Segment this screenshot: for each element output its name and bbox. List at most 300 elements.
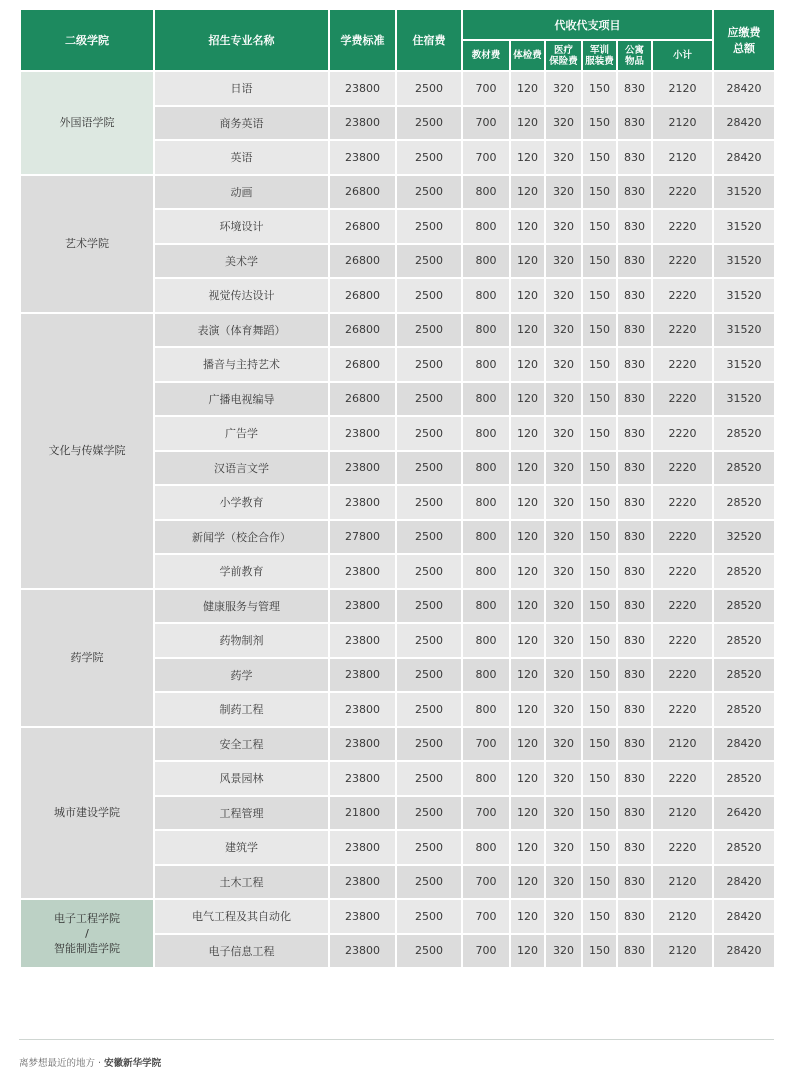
- books-cell: 700: [462, 934, 510, 969]
- tuition-cell: 23800: [329, 830, 396, 865]
- subtotal-cell: 2220: [652, 761, 713, 796]
- major-cell: 小学教育: [154, 485, 329, 520]
- college-name: 艺术学院: [65, 237, 109, 250]
- dorm-cell: 2500: [396, 623, 462, 658]
- college-name: 药学院: [70, 651, 104, 664]
- major-cell: 日语: [154, 71, 329, 106]
- books-cell: 800: [462, 244, 510, 279]
- physical-cell: 120: [510, 106, 545, 141]
- books-cell: 800: [462, 175, 510, 210]
- tuition-cell: 23800: [329, 934, 396, 969]
- table-header: [20, 9, 775, 71]
- subtotal-cell: 2220: [652, 623, 713, 658]
- header-apartment-line1: 公寓: [624, 44, 644, 56]
- medical-cell: 320: [545, 589, 582, 624]
- apartment-cell: 830: [617, 382, 652, 417]
- major-cell: 风景园林: [154, 761, 329, 796]
- header-tuition: 学费标准: [329, 9, 396, 71]
- college-name: 外国语学院: [59, 116, 115, 130]
- dorm-cell: 2500: [396, 106, 462, 141]
- physical-cell: 120: [510, 209, 545, 244]
- medical-cell: 320: [545, 416, 582, 451]
- table-row: [20, 71, 775, 106]
- medical-cell: 320: [545, 520, 582, 555]
- dorm-cell: 2500: [396, 175, 462, 210]
- physical-cell: 120: [510, 796, 545, 831]
- major-cell: 电子信息工程: [154, 934, 329, 969]
- books-cell: 800: [462, 347, 510, 382]
- apartment-cell: 830: [617, 554, 652, 589]
- military-cell: 150: [582, 209, 617, 244]
- tuition-cell: 23800: [329, 623, 396, 658]
- medical-cell: 320: [545, 209, 582, 244]
- dorm-cell: 2500: [396, 451, 462, 486]
- physical-cell: 120: [510, 520, 545, 555]
- medical-cell: 320: [545, 485, 582, 520]
- total-cell: 31520: [713, 382, 775, 417]
- total-cell: 28420: [713, 106, 775, 141]
- physical-cell: 120: [510, 175, 545, 210]
- header-total: [713, 9, 775, 71]
- subtotal-cell: 2220: [652, 451, 713, 486]
- major-cell: 美术学: [154, 244, 329, 279]
- physical-cell: 120: [510, 899, 545, 934]
- dorm-cell: 2500: [396, 692, 462, 727]
- table-row: [20, 589, 775, 624]
- medical-cell: 320: [545, 692, 582, 727]
- military-cell: 150: [582, 244, 617, 279]
- medical-cell: 320: [545, 244, 582, 279]
- tuition-cell: 23800: [329, 761, 396, 796]
- tuition-cell: 23800: [329, 692, 396, 727]
- header-physical: 体检费: [510, 40, 545, 71]
- total-cell: 28520: [713, 554, 775, 589]
- apartment-cell: 830: [617, 520, 652, 555]
- physical-cell: 120: [510, 244, 545, 279]
- physical-cell: 120: [510, 416, 545, 451]
- subtotal-cell: 2120: [652, 71, 713, 106]
- physical-cell: 120: [510, 382, 545, 417]
- books-cell: 700: [462, 106, 510, 141]
- medical-cell: 320: [545, 899, 582, 934]
- major-cell: 汉语言文学: [154, 451, 329, 486]
- major-cell: 播音与主持艺术: [154, 347, 329, 382]
- major-cell: 安全工程: [154, 727, 329, 762]
- subtotal-cell: 2220: [652, 416, 713, 451]
- major-cell: 广播电视编导: [154, 382, 329, 417]
- military-cell: 150: [582, 106, 617, 141]
- military-cell: 150: [582, 865, 617, 900]
- dorm-cell: 2500: [396, 830, 462, 865]
- table-row: [20, 313, 775, 348]
- military-cell: 150: [582, 175, 617, 210]
- physical-cell: 120: [510, 554, 545, 589]
- dorm-cell: 2500: [396, 71, 462, 106]
- military-cell: 150: [582, 899, 617, 934]
- books-cell: 700: [462, 899, 510, 934]
- military-cell: 150: [582, 796, 617, 831]
- dorm-cell: 2500: [396, 761, 462, 796]
- subtotal-cell: 2120: [652, 865, 713, 900]
- apartment-cell: 830: [617, 658, 652, 693]
- total-cell: 28420: [713, 934, 775, 969]
- fee-table: [19, 8, 776, 969]
- dorm-cell: 2500: [396, 658, 462, 693]
- dorm-cell: 2500: [396, 520, 462, 555]
- physical-cell: 120: [510, 451, 545, 486]
- dorm-cell: 2500: [396, 899, 462, 934]
- major-cell: 新闻学（校企合作）: [154, 520, 329, 555]
- military-cell: 150: [582, 416, 617, 451]
- major-cell: 工程管理: [154, 796, 329, 831]
- college-name-separator: /: [85, 927, 89, 940]
- college-name: 文化与传媒学院: [48, 444, 126, 457]
- physical-cell: 120: [510, 658, 545, 693]
- physical-cell: 120: [510, 71, 545, 106]
- books-cell: 800: [462, 313, 510, 348]
- books-cell: 700: [462, 865, 510, 900]
- books-cell: 800: [462, 761, 510, 796]
- physical-cell: 120: [510, 589, 545, 624]
- medical-cell: 320: [545, 451, 582, 486]
- books-cell: 800: [462, 416, 510, 451]
- medical-cell: 320: [545, 140, 582, 175]
- total-cell: 28520: [713, 658, 775, 693]
- medical-cell: 320: [545, 175, 582, 210]
- tuition-cell: 26800: [329, 175, 396, 210]
- total-cell: 28520: [713, 692, 775, 727]
- physical-cell: 120: [510, 830, 545, 865]
- major-cell: 药学: [154, 658, 329, 693]
- apartment-cell: 830: [617, 692, 652, 727]
- apartment-cell: 830: [617, 451, 652, 486]
- military-cell: 150: [582, 727, 617, 762]
- major-cell: 土木工程: [154, 865, 329, 900]
- tuition-cell: 23800: [329, 485, 396, 520]
- military-cell: 150: [582, 761, 617, 796]
- total-cell: 28420: [713, 140, 775, 175]
- apartment-cell: 830: [617, 313, 652, 348]
- apartment-cell: 830: [617, 175, 652, 210]
- header-total-line1: 应缴费: [727, 26, 761, 39]
- books-cell: 700: [462, 140, 510, 175]
- subtotal-cell: 2120: [652, 899, 713, 934]
- apartment-cell: 830: [617, 589, 652, 624]
- apartment-cell: 830: [617, 278, 652, 313]
- major-cell: 健康服务与管理: [154, 589, 329, 624]
- college-name: 城市建设学院: [54, 806, 120, 820]
- tuition-cell: 23800: [329, 71, 396, 106]
- total-cell: 28520: [713, 589, 775, 624]
- major-cell: 表演（体育舞蹈）: [154, 313, 329, 348]
- books-cell: 800: [462, 382, 510, 417]
- dorm-cell: 2500: [396, 244, 462, 279]
- total-cell: 31520: [713, 175, 775, 210]
- physical-cell: 120: [510, 278, 545, 313]
- medical-cell: 320: [545, 796, 582, 831]
- dorm-cell: 2500: [396, 589, 462, 624]
- tuition-cell: 26800: [329, 278, 396, 313]
- header-subtotal: 小计: [652, 40, 713, 71]
- books-cell: 800: [462, 692, 510, 727]
- tuition-cell: 23800: [329, 658, 396, 693]
- footer: [19, 1055, 161, 1069]
- total-cell: 28520: [713, 830, 775, 865]
- books-cell: 700: [462, 796, 510, 831]
- apartment-cell: 830: [617, 623, 652, 658]
- table-row: [20, 175, 775, 210]
- header-college: 二级学院: [20, 9, 154, 71]
- table-row: [20, 899, 775, 934]
- apartment-cell: 830: [617, 416, 652, 451]
- subtotal-cell: 2120: [652, 796, 713, 831]
- subtotal-cell: 2120: [652, 934, 713, 969]
- dorm-cell: 2500: [396, 554, 462, 589]
- books-cell: 800: [462, 278, 510, 313]
- books-cell: 800: [462, 658, 510, 693]
- subtotal-cell: 2220: [652, 485, 713, 520]
- dorm-cell: 2500: [396, 934, 462, 969]
- medical-cell: 320: [545, 865, 582, 900]
- subtotal-cell: 2220: [652, 589, 713, 624]
- tuition-cell: 27800: [329, 520, 396, 555]
- footer-slogan: 离梦想最近的地方: [19, 1058, 96, 1069]
- subtotal-cell: 2220: [652, 209, 713, 244]
- major-cell: 建筑学: [154, 830, 329, 865]
- tuition-cell: 26800: [329, 209, 396, 244]
- header-military: [582, 40, 617, 71]
- total-cell: 31520: [713, 313, 775, 348]
- subtotal-cell: 2220: [652, 175, 713, 210]
- medical-cell: 320: [545, 71, 582, 106]
- subtotal-cell: 2220: [652, 520, 713, 555]
- tuition-cell: 23800: [329, 106, 396, 141]
- medical-cell: 320: [545, 727, 582, 762]
- header-major: 招生专业名称: [154, 9, 329, 71]
- table-body: [20, 71, 775, 968]
- header-apartment: [617, 40, 652, 71]
- total-cell: 28520: [713, 623, 775, 658]
- books-cell: 800: [462, 520, 510, 555]
- dorm-cell: 2500: [396, 140, 462, 175]
- medical-cell: 320: [545, 313, 582, 348]
- subtotal-cell: 2220: [652, 244, 713, 279]
- dorm-cell: 2500: [396, 347, 462, 382]
- tuition-cell: 23800: [329, 451, 396, 486]
- total-cell: 31520: [713, 347, 775, 382]
- apartment-cell: 830: [617, 865, 652, 900]
- subtotal-cell: 2220: [652, 658, 713, 693]
- apartment-cell: 830: [617, 761, 652, 796]
- major-cell: 商务英语: [154, 106, 329, 141]
- medical-cell: 320: [545, 382, 582, 417]
- dorm-cell: 2500: [396, 727, 462, 762]
- college-cell: [20, 313, 154, 589]
- dorm-cell: 2500: [396, 278, 462, 313]
- header-medical-line1: 医疗: [553, 44, 573, 56]
- dorm-cell: 2500: [396, 209, 462, 244]
- total-cell: 31520: [713, 244, 775, 279]
- subtotal-cell: 2220: [652, 382, 713, 417]
- military-cell: 150: [582, 485, 617, 520]
- physical-cell: 120: [510, 623, 545, 658]
- medical-cell: 320: [545, 278, 582, 313]
- military-cell: 150: [582, 692, 617, 727]
- total-cell: 28420: [713, 899, 775, 934]
- physical-cell: 120: [510, 313, 545, 348]
- total-cell: 28520: [713, 416, 775, 451]
- major-cell: 视觉传达设计: [154, 278, 329, 313]
- subtotal-cell: 2220: [652, 830, 713, 865]
- major-cell: 英语: [154, 140, 329, 175]
- apartment-cell: 830: [617, 830, 652, 865]
- dorm-cell: 2500: [396, 485, 462, 520]
- subtotal-cell: 2120: [652, 140, 713, 175]
- military-cell: 150: [582, 830, 617, 865]
- physical-cell: 120: [510, 865, 545, 900]
- tuition-cell: 23800: [329, 589, 396, 624]
- table-row: [20, 727, 775, 762]
- apartment-cell: 830: [617, 485, 652, 520]
- subtotal-cell: 2220: [652, 313, 713, 348]
- books-cell: 800: [462, 485, 510, 520]
- apartment-cell: 830: [617, 899, 652, 934]
- tuition-cell: 23800: [329, 899, 396, 934]
- military-cell: 150: [582, 589, 617, 624]
- subtotal-cell: 2120: [652, 106, 713, 141]
- dorm-cell: 2500: [396, 796, 462, 831]
- college-cell: [20, 71, 154, 175]
- college-cell: [20, 589, 154, 727]
- military-cell: 150: [582, 313, 617, 348]
- total-cell: 28520: [713, 451, 775, 486]
- header-books: 教材费: [462, 40, 510, 71]
- total-cell: 31520: [713, 209, 775, 244]
- header-medical-line2: 保险费: [549, 55, 578, 67]
- apartment-cell: 830: [617, 727, 652, 762]
- major-cell: 电气工程及其自动化: [154, 899, 329, 934]
- physical-cell: 120: [510, 485, 545, 520]
- footer-dot: ·: [98, 1058, 102, 1069]
- tuition-cell: 23800: [329, 416, 396, 451]
- tuition-cell: 23800: [329, 554, 396, 589]
- major-cell: 广告学: [154, 416, 329, 451]
- tuition-cell: 26800: [329, 347, 396, 382]
- apartment-cell: 830: [617, 209, 652, 244]
- total-cell: 31520: [713, 278, 775, 313]
- major-cell: 制药工程: [154, 692, 329, 727]
- apartment-cell: 830: [617, 796, 652, 831]
- header-dorm: 住宿费: [396, 9, 462, 71]
- total-cell: 28420: [713, 865, 775, 900]
- books-cell: 700: [462, 727, 510, 762]
- medical-cell: 320: [545, 623, 582, 658]
- total-cell: 28420: [713, 727, 775, 762]
- header-military-line1: 军训: [589, 44, 609, 56]
- physical-cell: 120: [510, 140, 545, 175]
- military-cell: 150: [582, 140, 617, 175]
- major-cell: 药物制剂: [154, 623, 329, 658]
- physical-cell: 120: [510, 761, 545, 796]
- tuition-cell: 23800: [329, 140, 396, 175]
- military-cell: 150: [582, 658, 617, 693]
- college-name-line2: 智能制造学院: [54, 942, 120, 955]
- tuition-cell: 23800: [329, 865, 396, 900]
- military-cell: 150: [582, 382, 617, 417]
- college-cell: [20, 727, 154, 900]
- apartment-cell: 830: [617, 106, 652, 141]
- books-cell: 800: [462, 589, 510, 624]
- physical-cell: 120: [510, 727, 545, 762]
- tuition-cell: 21800: [329, 796, 396, 831]
- physical-cell: 120: [510, 692, 545, 727]
- tuition-cell: 23800: [329, 727, 396, 762]
- apartment-cell: 830: [617, 140, 652, 175]
- header-military-line2: 服装费: [585, 55, 614, 67]
- medical-cell: 320: [545, 554, 582, 589]
- medical-cell: 320: [545, 106, 582, 141]
- major-cell: 学前教育: [154, 554, 329, 589]
- medical-cell: 320: [545, 347, 582, 382]
- military-cell: 150: [582, 278, 617, 313]
- apartment-cell: 830: [617, 347, 652, 382]
- medical-cell: 320: [545, 934, 582, 969]
- dorm-cell: 2500: [396, 416, 462, 451]
- military-cell: 150: [582, 520, 617, 555]
- college-name: 电子工程学院: [54, 912, 120, 925]
- college-cell: [20, 899, 154, 968]
- subtotal-cell: 2220: [652, 278, 713, 313]
- header-medical: [545, 40, 582, 71]
- footer-divider: [19, 1039, 774, 1040]
- header-collect-group: 代收代支项目: [462, 9, 713, 40]
- dorm-cell: 2500: [396, 865, 462, 900]
- books-cell: 800: [462, 451, 510, 486]
- total-cell: 28520: [713, 761, 775, 796]
- military-cell: 150: [582, 71, 617, 106]
- books-cell: 800: [462, 554, 510, 589]
- total-cell: 32520: [713, 520, 775, 555]
- medical-cell: 320: [545, 830, 582, 865]
- header-total-line2: 总额: [733, 42, 756, 55]
- dorm-cell: 2500: [396, 382, 462, 417]
- subtotal-cell: 2220: [652, 554, 713, 589]
- medical-cell: 320: [545, 761, 582, 796]
- total-cell: 28520: [713, 485, 775, 520]
- tuition-cell: 26800: [329, 313, 396, 348]
- college-cell: [20, 175, 154, 313]
- books-cell: 800: [462, 623, 510, 658]
- books-cell: 700: [462, 71, 510, 106]
- physical-cell: 120: [510, 347, 545, 382]
- tuition-cell: 26800: [329, 382, 396, 417]
- medical-cell: 320: [545, 658, 582, 693]
- footer-school: 安徽新华学院: [104, 1058, 162, 1069]
- tuition-cell: 26800: [329, 244, 396, 279]
- total-cell: 28420: [713, 71, 775, 106]
- header-apartment-line2: 物品: [624, 55, 644, 67]
- subtotal-cell: 2220: [652, 692, 713, 727]
- military-cell: 150: [582, 451, 617, 486]
- total-cell: 26420: [713, 796, 775, 831]
- military-cell: 150: [582, 934, 617, 969]
- apartment-cell: 830: [617, 71, 652, 106]
- military-cell: 150: [582, 554, 617, 589]
- major-cell: 环境设计: [154, 209, 329, 244]
- apartment-cell: 830: [617, 244, 652, 279]
- books-cell: 800: [462, 830, 510, 865]
- major-cell: 动画: [154, 175, 329, 210]
